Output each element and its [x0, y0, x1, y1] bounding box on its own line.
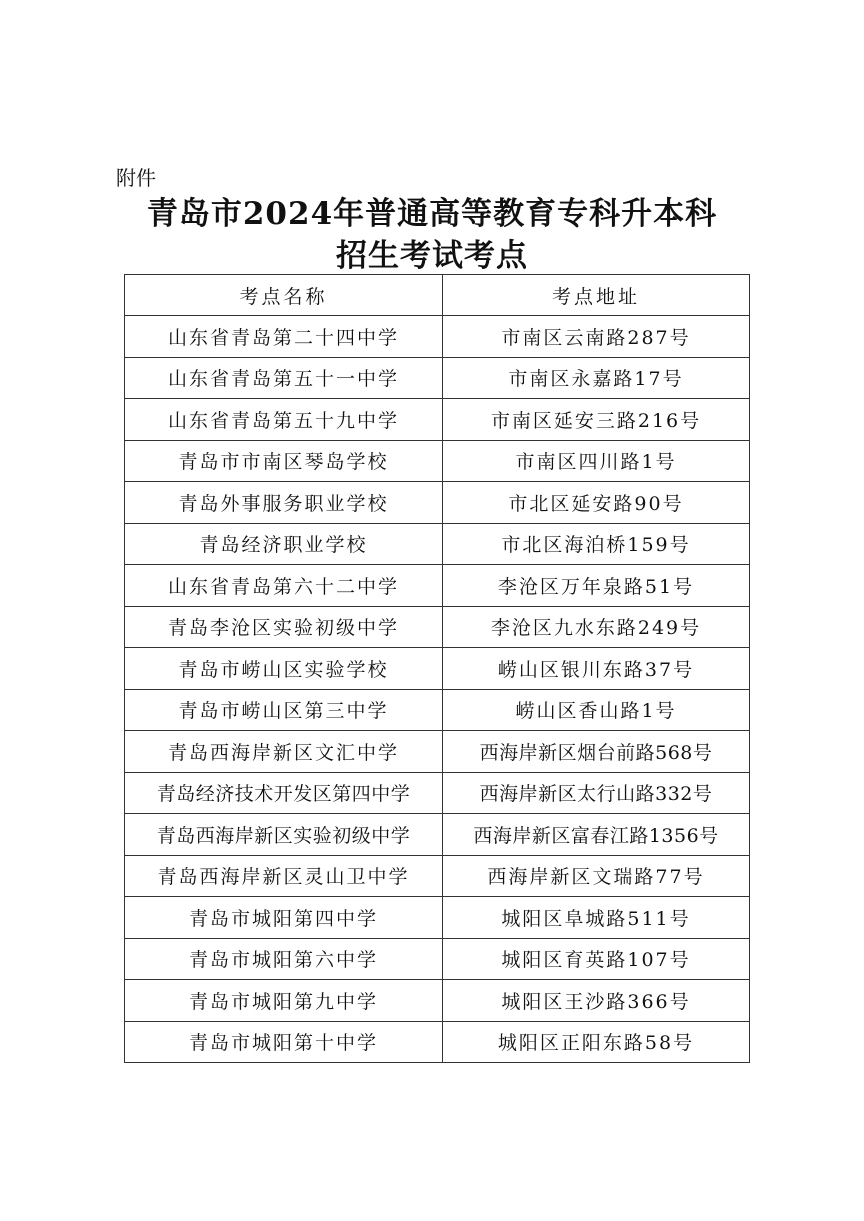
table-row	[125, 399, 750, 441]
venue-address: 西海岸新区太行山路332号	[443, 772, 750, 814]
table-row	[125, 731, 750, 773]
table-row	[125, 357, 750, 399]
table-row	[125, 814, 750, 856]
table-row	[125, 482, 750, 524]
venue-name: 青岛外事服务职业学校	[125, 482, 443, 524]
venue-name: 青岛市城阳第四中学	[125, 897, 443, 939]
venue-address: 城阳区正阳东路58号	[443, 1021, 750, 1063]
header-venue-name: 考点名称	[125, 275, 443, 316]
venue-address: 西海岸新区文瑞路77号	[443, 855, 750, 897]
venue-address: 崂山区银川东路37号	[443, 648, 750, 690]
venue-name: 青岛经济技术开发区第四中学	[125, 772, 443, 814]
venue-address: 城阳区王沙路366号	[443, 980, 750, 1022]
venue-address: 崂山区香山路1号	[443, 689, 750, 731]
venue-name: 山东省青岛第六十二中学	[125, 565, 443, 607]
venue-name: 青岛经济职业学校	[125, 523, 443, 565]
table-row	[125, 565, 750, 607]
venue-address: 城阳区阜城路511号	[443, 897, 750, 939]
venue-address: 市北区海泊桥159号	[443, 523, 750, 565]
venue-address: 市南区四川路1号	[443, 440, 750, 482]
table-row	[125, 855, 750, 897]
venue-address: 市北区延安路90号	[443, 482, 750, 524]
table-row	[125, 1021, 750, 1063]
venue-address: 城阳区育英路107号	[443, 938, 750, 980]
table-row	[125, 648, 750, 690]
venue-name: 青岛西海岸新区文汇中学	[125, 731, 443, 773]
venue-name: 青岛李沧区实验初级中学	[125, 606, 443, 648]
venue-name: 青岛市城阳第六中学	[125, 938, 443, 980]
venue-address: 李沧区九水东路249号	[443, 606, 750, 648]
header-venue-address: 考点地址	[443, 275, 750, 316]
table-row	[125, 606, 750, 648]
table-row	[125, 316, 750, 358]
venue-address: 西海岸新区烟台前路568号	[443, 731, 750, 773]
venue-name: 青岛市崂山区实验学校	[125, 648, 443, 690]
venue-name: 青岛市崂山区第三中学	[125, 689, 443, 731]
table-row	[125, 938, 750, 980]
venue-address: 市南区永嘉路17号	[443, 357, 750, 399]
table-row	[125, 523, 750, 565]
table-header-row	[125, 275, 750, 316]
table-row	[125, 689, 750, 731]
page-title-line-2: 招生考试考点	[336, 238, 528, 274]
venue-name: 青岛西海岸新区灵山卫中学	[125, 855, 443, 897]
exam-venue-table	[124, 274, 750, 1063]
attachment-label: 附件	[116, 166, 156, 190]
venue-name: 青岛市城阳第九中学	[125, 980, 443, 1022]
venue-name: 山东省青岛第五十九中学	[125, 399, 443, 441]
venue-name: 山东省青岛第二十四中学	[125, 316, 443, 358]
venue-address: 西海岸新区富春江路1356号	[443, 814, 750, 856]
table-row	[125, 980, 750, 1022]
venue-name: 山东省青岛第五十一中学	[125, 357, 443, 399]
table-row	[125, 772, 750, 814]
table-row	[125, 440, 750, 482]
venue-address: 市南区延安三路216号	[443, 399, 750, 441]
venue-name: 青岛西海岸新区实验初级中学	[125, 814, 443, 856]
venue-name: 青岛市城阳第十中学	[125, 1021, 443, 1063]
page-title-line-1: 青岛市2024年普通高等教育专科升本科	[146, 196, 718, 232]
venue-name: 青岛市市南区琴岛学校	[125, 440, 443, 482]
table-row	[125, 897, 750, 939]
venue-address: 李沧区万年泉路51号	[443, 565, 750, 607]
venue-address: 市南区云南路287号	[443, 316, 750, 358]
